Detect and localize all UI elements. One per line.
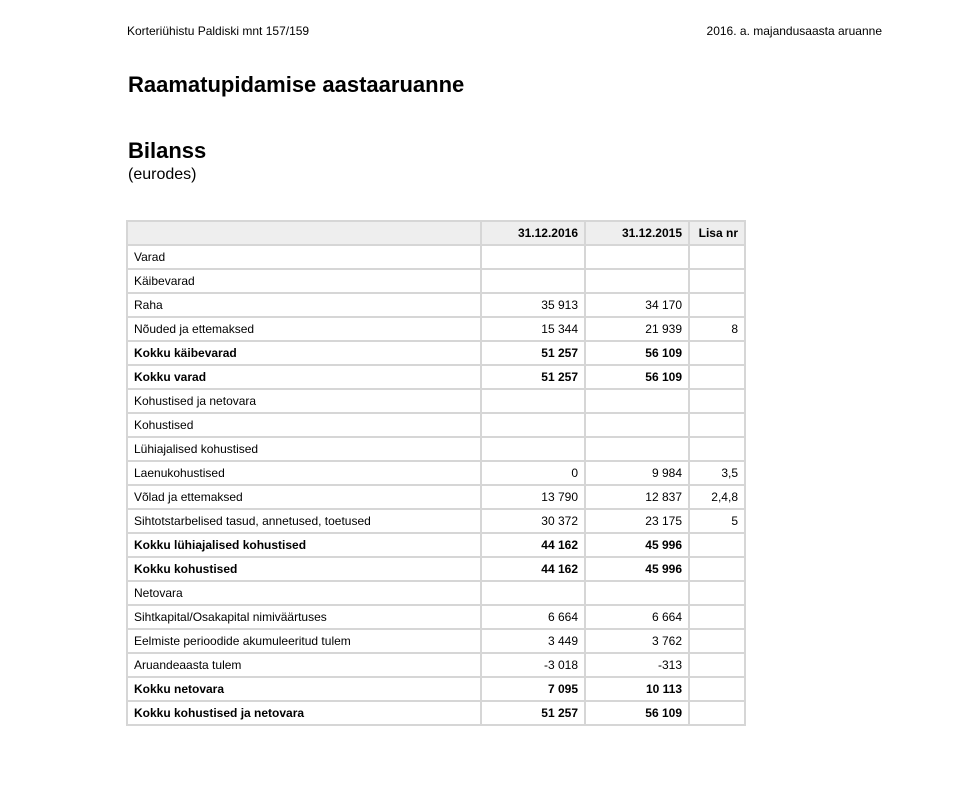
table-row [127,269,745,293]
value-2016: 0 [481,461,585,485]
row-label: Laenukohustised [127,461,481,485]
column-header-2015: 31.12.2015 [585,221,689,245]
value-2015: 45 996 [585,557,689,581]
currency-unit: (eurodes) [128,166,197,183]
value-2016: -3 018 [481,653,585,677]
table-row [127,293,745,317]
value-2016: 15 344 [481,317,585,341]
row-label: Kokku käibevarad [127,341,481,365]
column-header-label [127,221,481,245]
value-2015 [585,437,689,461]
table-row [127,557,745,581]
section-title: Bilanss [128,138,207,163]
table-row [127,509,745,533]
table-row [127,341,745,365]
table-row [127,701,745,725]
row-label: Kohustised [127,413,481,437]
value-2016 [481,245,585,269]
value-2015: 9 984 [585,461,689,485]
balance-sheet-table [126,220,746,726]
table-row [127,677,745,701]
note-ref [689,629,745,653]
row-label: Kokku kohustised [127,557,481,581]
note-ref [689,341,745,365]
company-name: Korteriühistu Paldiski mnt 157/159 [127,24,310,38]
note-ref [689,245,745,269]
note-ref [689,557,745,581]
row-label: Kokku netovara [127,677,481,701]
row-label: Lühiajalised kohustised [127,437,481,461]
value-2015: 45 996 [585,533,689,557]
value-2016 [481,269,585,293]
table-row [127,389,745,413]
note-ref: 3,5 [689,461,745,485]
value-2015: 3 762 [585,629,689,653]
note-ref [689,581,745,605]
value-2015: 34 170 [585,293,689,317]
table-row [127,653,745,677]
value-2016 [481,389,585,413]
row-label: Aruandeaasta tulem [127,653,481,677]
table-row [127,629,745,653]
row-label: Netovara [127,581,481,605]
table-row [127,317,745,341]
value-2015: 21 939 [585,317,689,341]
table-row [127,461,745,485]
row-label: Sihtotstarbelised tasud, annetused, toetused [127,509,481,533]
table-row [127,581,745,605]
note-ref [689,365,745,389]
row-label: Kohustised ja netovara [127,389,481,413]
table-row [127,365,745,389]
note-ref: 2,4,8 [689,485,745,509]
column-header-note: Lisa nr [689,221,745,245]
row-label: Kokku varad [127,365,481,389]
table-row [127,533,745,557]
table-row [127,245,745,269]
page-title: Raamatupidamise aastaaruanne [128,72,465,97]
value-2015: 23 175 [585,509,689,533]
value-2016: 44 162 [481,557,585,581]
value-2015 [585,389,689,413]
note-ref [689,677,745,701]
row-label: Kokku kohustised ja netovara [127,701,481,725]
value-2016 [481,581,585,605]
table-row [127,485,745,509]
value-2016: 7 095 [481,677,585,701]
value-2015: -313 [585,653,689,677]
table-row [127,605,745,629]
value-2015: 12 837 [585,485,689,509]
value-2016: 13 790 [481,485,585,509]
note-ref [689,533,745,557]
value-2016: 51 257 [481,365,585,389]
note-ref [689,605,745,629]
note-ref [689,293,745,317]
row-label: Nõuded ja ettemaksed [127,317,481,341]
note-ref [689,269,745,293]
value-2016 [481,437,585,461]
value-2016: 35 913 [481,293,585,317]
value-2015 [585,581,689,605]
value-2015: 10 113 [585,677,689,701]
note-ref [689,389,745,413]
column-header-2016: 31.12.2016 [481,221,585,245]
value-2016 [481,413,585,437]
note-ref [689,437,745,461]
row-label: Eelmiste perioodide akumuleeritud tulem [127,629,481,653]
report-name: 2016. a. majandusaasta aruanne [706,24,882,38]
row-label: Kokku lühiajalised kohustised [127,533,481,557]
note-ref [689,653,745,677]
note-ref [689,701,745,725]
value-2015 [585,413,689,437]
row-label: Sihtkapital/Osakapital nimiväärtuses [127,605,481,629]
value-2015: 56 109 [585,341,689,365]
table-header-row [127,221,745,245]
table-row [127,413,745,437]
note-ref: 8 [689,317,745,341]
value-2016: 3 449 [481,629,585,653]
value-2015: 6 664 [585,605,689,629]
value-2016: 44 162 [481,533,585,557]
note-ref: 5 [689,509,745,533]
row-label: Käibevarad [127,269,481,293]
value-2016: 30 372 [481,509,585,533]
value-2016: 6 664 [481,605,585,629]
row-label: Raha [127,293,481,317]
value-2015: 56 109 [585,701,689,725]
value-2016: 51 257 [481,341,585,365]
row-label: Varad [127,245,481,269]
value-2015 [585,269,689,293]
value-2015: 56 109 [585,365,689,389]
row-label: Võlad ja ettemaksed [127,485,481,509]
value-2015 [585,245,689,269]
note-ref [689,413,745,437]
table-row [127,437,745,461]
value-2016: 51 257 [481,701,585,725]
